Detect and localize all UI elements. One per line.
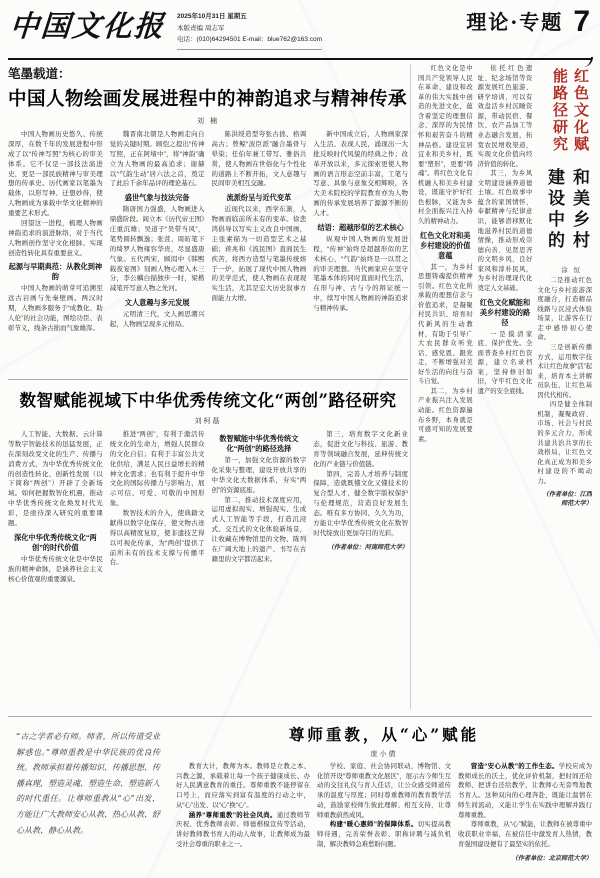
attribution-line: （作者单位：北京师范大学） [511,854,592,862]
article-byline: 刘 楠 [197,118,219,125]
body-paragraph: 中华优秀传统文化是中华民族的精神命脉，是涵养社会主义核心价值观的重要源泉。 [8,555,103,583]
section-subhead: 红色文化赋能和美乡村建设的路径 [479,297,531,327]
body-paragraph: 依托红色遗址、纪念场馆等资源发展红色旅游、研学培训，可以有效盘活乡村沉睡资源，带动民宿、餐饮、农产品加工等业态融合发展，拓宽农民增收渠道，实现文化价值向经济价值的转化。 [477,65,533,168]
article-respect-teachers [8,716,592,878]
article-painting-tradition [8,64,408,372]
article-column [110,130,205,366]
body-paragraph: 中国人物画的萌芽可追溯至远古岩画与先秦壁画。两汉时期，人物画多服务于“成教化、助人伦”的社会功能，图绘功臣、表彰节义，线条古拙而气象雄浑。 [8,285,103,332]
publication-info [177,6,322,50]
body-paragraph: 陈洪绶造型夸张古拙、格调高古；曾鲸“波臣派”融合墨骨与晕染；任伯年兼工带写、雅俗共赏，使人物画在世俗化与个性化的道路上不断开拓，文人意趣与民间审美相互交融。 [211,131,307,188]
vertical-title-zone [537,64,592,276]
section-title: 理论·专题 [466,10,564,34]
body-paragraph: 一是摸清家底、保护优先。全面普查乡村红色资源，建立名录档案，坚持修旧如旧，守牢红色文化遗产的安全底线。 [477,330,533,395]
article-kicker: 笔墨载道： [8,66,71,81]
article-digital-culture [8,379,408,719]
body-paragraph: 魏晋南北朝是人物画走向自觉的关键时期。顾恺之提出“传神写照，正在阿堵中”，将“神韵”确立为人物画的最高追求；谢赫以“气韵生动”居六法之首，奠定了此后千余年品评的理论基石。 [109,131,205,188]
body-paragraph: 学校、家庭、社会协同联动，博物馆、文化馆开设“尊师重教文化展区”，展示古今师生互动的交往礼仪与育人佳话，让公众感受师道传承的温度与厚度；同时尊重教师的教育教学活动，鼓励家校师生彼此理解、相互支持，让尊师重教蔚然成风。 [317,763,451,819]
section-subhead: 深化中华优秀传统文化“两创”的时代价值 [14,532,97,552]
body-paragraph: 尊师重教，从“心”赋能，让教师在被尊重中收获职业幸福、在被信任中激发育人热情，教育强国建设便有了最坚实的依托。 [458,821,592,848]
body-paragraph: 元明清三代，文人画思潮兴起，人物画呈现多元格局。 [109,311,205,328]
article-byline: 涂 恒 [561,267,583,274]
article-column [317,762,451,878]
section-subhead: 结语：超越形似的艺术核心 [317,222,404,232]
article-column [8,430,103,708]
article-column [537,64,592,709]
article-columns [176,762,592,878]
article-headline: 数智赋能视域下中华优秀传统文化“两创”路径研究 [19,391,397,410]
article-columns [8,430,408,708]
body-paragraph: 其三，为乡风文明建设涵养道德土壤。红色故事中蕴含的家国情怀、奉献精神与纪律意识，能够潜移默化地滋养村民的道德情操，推动形成崇德向善、见贤思齐的文明乡风、良好家风和淳朴民风，为乡村治理现代化奠定人文基础。 [477,170,533,292]
headline-red-part: 红色文化赋能路径研究 [551,68,591,153]
attribution-line: （作者单位：江西师范大学） [542,491,593,508]
section-subhead: 红色文化对和美乡村建设的价值意蕴 [420,230,471,260]
section-subhead: 数智赋能中华优秀传统文化“两创”的路径选择 [219,434,299,453]
body-paragraph: 中国人物画历史悠久、传统深厚，在数千年的发展进程中形成了以“传神写照”为核心的审美体系。它不仅是一部技法演进史，更是一部民族精神与审美理想的传承史。历代画家以笔墨为载体，以形写神、迁想妙得，使人物画成为承载中华文化精神的重要艺术形式。 [8,131,103,217]
body-paragraph: 红色文化是中国共产党领导人民在革命、建设和改革的伟大实践中创造的先进文化，蕴含着坚定的理想信念、深厚的为民情怀和艰苦奋斗的精神品格。建设宜居宜业和美乡村，既要“塑形”，更要“铸魂”。将红色文化有机融入和美乡村建设，既能守护好红色根脉，又能为乡村全面振兴注入持久的精神动力。 [418,65,473,225]
article-column [313,430,408,708]
body-paragraph: 第二，推动技术深度应用，运用虚拟现实、增强现实、生成式人工智能等手段，打造沉浸式、交互式的文化体验新场景，让收藏在博物馆里的文物、陈列在广阔大地上的遗产、书写在古籍里的文字都活起来。 [211,496,307,563]
body-paragraph: 纵观中国人物画的发展进程，“传神”始终是超越形似的艺术核心，“气韵”始终是一以贯之的审美理想。当代画家应在坚守笔墨本体的同时直面时代生活，在形与神、古与今的辩证统一中，续写中国人物画的神韵追求与精神传承。 [313,235,408,312]
page-number: 7 [573,5,590,38]
header-rule [8,50,592,60]
body-paragraph: 涵养“尊师重教”的社会风尚。通过教师节庆祝、优秀教师表彰、师德楷模宣传等活动，讲好教师教书育人的动人故事，让教师成为最受社会尊重的职业之一。 [176,811,310,848]
article-column [418,64,473,709]
article-column [313,130,408,366]
body-paragraph: 构建“暖心惠师”的保障体系。切实提高教师待遇，完善荣誉表彰、职称评聘与减负机制，解决教师急难愁盼问题。 [317,821,451,848]
body-paragraph: 推进“两创”，有利于激活传统文化的生命力，增强人民群众的文化自信；有利于丰富公共文化供给，满足人民日益增长的精神文化需求；也有利于提升中华文化的国际传播力与影响力，展示可信、可爱、可敬的中国形象。 [109,431,205,508]
page-content [8,64,592,870]
date-line: 2025年10月31日 星期五 [177,13,247,20]
article-column [458,762,592,878]
article-column [212,130,307,366]
article-column [212,430,307,708]
article-byline: 庞小倩 [370,751,398,758]
article-byline: 刘柯磊 [194,418,222,425]
section-header [466,6,590,37]
body-paragraph: 其二，为乡村产业振兴注入发展动能。红色资源遍布乡野，本身就是可感可知的发展要素。 [418,387,473,443]
contact-line: 电话：(010)64294501 E-mail：blue762@163.com [177,36,322,44]
body-paragraph: 三是创新传播方式，运用数字技术让红色故事“活”起来，培育本土讲解员队伍，让红色基因代代相传。 [537,343,593,399]
article-headline: 尊师重教，从“心”赋能 [288,725,480,744]
headline-black-part: 和美乡村建设中的 [544,167,590,252]
article-column [176,762,310,878]
body-paragraph: 四是健全体制机制，凝聚政府、市场、社会与村民的多元合力，形成共建共治共享的长效格局，让红色文化真正成为和美乡村建设的不竭动力。 [537,401,593,485]
article-column [8,130,103,366]
article-headline: 中国人物绘画发展进程中的神韵追求与精神传承 [8,89,408,110]
body-paragraph: 回望这一进程，梳理人物画神韵追求的演进脉络，对于当代人物画创作坚守文化根脉、实现创造性转化具有重要意义。 [8,219,103,257]
article-column-text [537,276,592,507]
article-column [478,64,533,709]
editor-line: 本版责编 周志军 [177,24,225,32]
article-columns [8,130,408,366]
body-paragraph: 数智技术的介入，使典籍文献得以数字化保存，使文物古迹得以高精度复原，使非遗技艺得以可视化传承，为“两创”提供了前所未有的技术支撑与传播平台。 [109,510,205,567]
article-column [110,430,205,708]
section-subhead: 文人意趣与多元发展 [124,298,190,308]
body-paragraph: 新中国成立后，人物画家深入生活、表现人民，涌现出一大批反映时代风貌的经典之作；改革开放以来，多元探索更使人物画的语言形态空前丰富，工笔与写意、具象与意象交相辉映，各大美术院校的学院教育亦为人物画的传承发展培养了源源不断的人才。 [313,131,408,217]
article-red-culture [410,64,592,709]
section-subhead: 盛世气象与技法完备 [124,193,190,203]
body-paragraph: 第一，加强文化资源的数字化采集与整理，建设开放共享的中华文化大数据体系，夯实“两创”的资源底座。 [211,457,307,494]
pull-quote: “古之学者必有师。师者，所以传道受业解惑也。”尊师重教是中华民族的优良传统。教师承担着传播知识、传播思想、传播真理，塑造灵魂、塑造生命、塑造新人的时代重任。让尊师重教从“心”出发，方能让广大教师安心从教、热心从教、舒心从教、静心从教。 [16,732,160,835]
attribution-line: （作者单位：河南师范大学） [327,543,408,551]
body-paragraph: 其一，为乡村思想铸魂提供精神引领。红色文化所承载的理想信念与价值追求，是凝聚村民共识、培育时代新风的生动教材，有助于引导广大农民群众听党话、感党恩、跟党走，不断增强对美好生活的向往与奋斗自觉。 [418,263,473,386]
body-paragraph: 近现代以来，西学东渐，人物画面临前所未有的变革。徐悲鸿倡导以写实主义改良中国画，主张素描为一切造型艺术之基础；蒋兆和《流民图》直面民生疾苦，将西方造型与笔墨传统熔于一炉，拓展了现代中国人物画的美学范式，使人物画在表现现实生活，尤其是宏大历史叙事方面能力大增。 [211,206,307,303]
body-paragraph: 第四，完善人才培养与制度保障，造就既懂文化又懂技术的复合型人才，健全数字版权保护与伦理规范，营造良好发展生态。唯有多方协同、久久为功，方能让中华优秀传统文化在数智时代绽放出更加夺目的光彩。 [313,470,408,537]
article-headline-vertical [542,66,592,266]
article-body-area [176,723,592,878]
section-subhead: 流派纷呈与近代变革 [226,193,292,203]
body-paragraph: 人工智能、大数据、云计算等数字智能技术的迅猛发展，正在深刻改变文化的生产、传播与消费方式，为中华优秀传统文化的创造性转化、创新性发展（以下简称“两创”）开辟了全新场域。如何把握数智化机遇，推动中华优秀传统文化焕发时代光彩，是亟待深入研究的重要课题。 [8,431,103,527]
article-columns [418,64,592,709]
body-paragraph: 第三，培育数字文化新业态，促进文化与科技、旅游、教育等领域融合发展，延伸传统文化的产业链与价值链。 [313,431,408,468]
body-paragraph: 教育大计，教师为本。教师是立教之本、兴教之源，承载着让每一个孩子健康成长、办好人民满意教育的重任。尊师重教不能停留在口号上，而应落实到富有温度的行动之中，从“心”出发、以“心”换“心”。 [176,763,310,809]
page-header [10,6,590,50]
body-paragraph: 二是推动红色文化与乡村旅游深度融合，打造精品线路与沉浸式体验场景，让游客在行走中感悟初心使命。 [537,277,593,342]
section-subhead: 起源与早期典范：从教化到神韵 [8,262,103,282]
body-paragraph: 营造“安心从教”的工作生态。学校应成为教师成长的沃土，优化评价机制，把时间还给教师、把讲台还给教学，让教师心无旁骛地教书育人。这种双向的心理奔赴，既能让温情在师生间流动，又能让学生在实践中理解并践行尊师重教。 [458,763,592,819]
masthead-logo: 中国文化报 [8,9,167,43]
body-paragraph: 隋唐国力强盛，人物画进入鼎盛阶段。阎立本《历代帝王图》庄重沉雄；吴道子“吴带当风”，笔势圆转飘逸；张萱、周昉笔下的绮罗人物雍容华贵，尽显盛唐气象。五代两宋，顾闳中《韩熙载夜宴图》刻画人物心理入木三分，李公麟白描独步一时，梁楷减笔开写意人物之先河。 [109,206,205,293]
